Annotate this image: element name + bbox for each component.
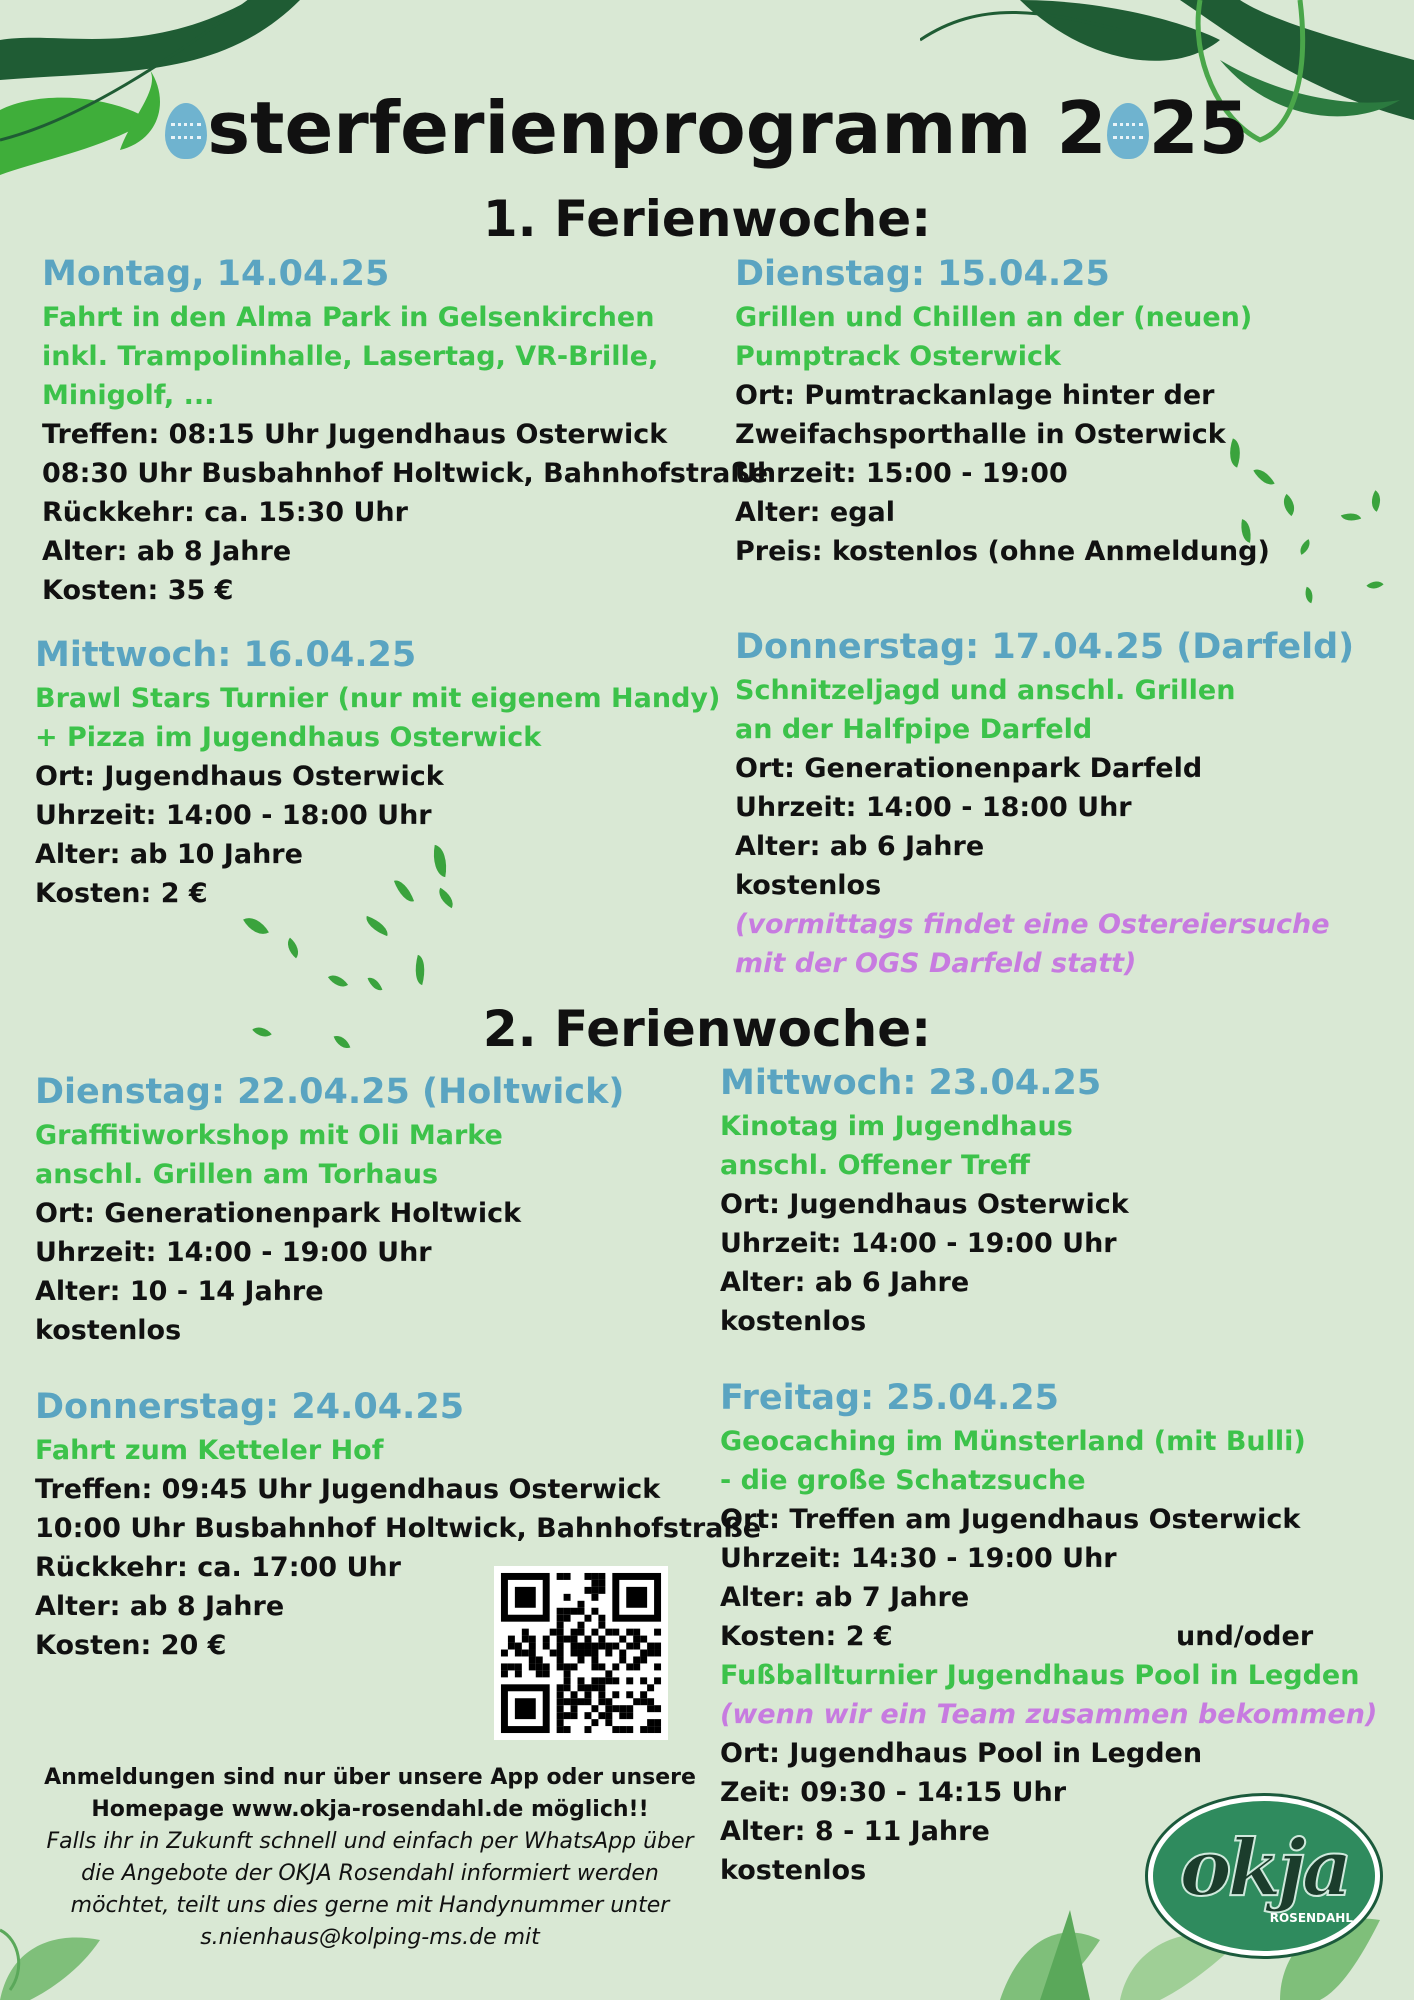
registration-line: Homepage www.okja-rosendahl.de möglich!! — [91, 1797, 649, 1822]
event-detail: Rückkehr: ca. 15:30 Uhr — [42, 497, 408, 528]
event-day: Mittwoch: 23.04.25 — [720, 1063, 1102, 1103]
event-activity: anschl. Offener Treff — [720, 1150, 1030, 1181]
event-detail: Ort: Pumtrackanlage hinter der — [735, 380, 1215, 411]
event-activity: Fahrt zum Ketteler Hof — [35, 1435, 384, 1466]
event-activity: Kinotag im Jugendhaus — [720, 1111, 1073, 1142]
event-activity: anschl. Grillen am Torhaus — [35, 1159, 439, 1190]
event-detail: 08:30 Uhr Busbahnhof Holtwick, Bahnhofstraße — [42, 458, 769, 489]
event-note: mit der OGS Darfeld statt) — [735, 948, 1137, 979]
event-day: Donnerstag: 24.04.25 — [35, 1387, 465, 1427]
event-detail: kostenlos — [35, 1315, 182, 1346]
easter-egg-icon — [1107, 103, 1149, 159]
qr-code-image — [494, 1566, 668, 1740]
event-activity: - die große Schatzsuche — [720, 1465, 1086, 1496]
event-detail: Uhrzeit: 15:00 - 19:00 — [735, 458, 1068, 489]
event-detail: Ort: Treffen am Jugendhaus Osterwick — [720, 1504, 1301, 1535]
event-detail: Uhrzeit: 14:00 - 18:00 Uhr — [735, 792, 1132, 823]
event-detail: Alter: ab 7 Jahre — [720, 1582, 970, 1613]
event-detail: Kosten: 35 € — [42, 575, 234, 606]
event-activity: Schnitzeljagd und anschl. Grillen — [735, 675, 1236, 706]
event-detail: Treffen: 08:15 Uhr Jugendhaus Osterwick — [42, 419, 668, 450]
and-or-label: und/oder — [1176, 1621, 1314, 1652]
event-detail: Ort: Jugendhaus Pool in Legden — [720, 1738, 1203, 1769]
event-detail: Alter: egal — [735, 497, 895, 528]
event-detail: Alter: ab 6 Jahre — [735, 831, 985, 862]
event-montag — [42, 254, 769, 610]
event-detail: Ort: Generationenpark Holtwick — [35, 1198, 522, 1229]
event-day: Mittwoch: 16.04.25 — [35, 635, 417, 675]
event-detail: Kosten: 20 € — [35, 1630, 227, 1661]
event-detail: kostenlos — [720, 1306, 867, 1337]
page-title: sterferienprogramm 2 25 — [0, 86, 1414, 170]
event-detail: Alter: ab 8 Jahre — [42, 536, 292, 567]
event-activity: + Pizza im Jugendhaus Osterwick — [35, 722, 542, 753]
event-detail: Alter: 10 - 14 Jahre — [35, 1276, 324, 1307]
event-detail: Alter: ab 6 Jahre — [720, 1267, 970, 1298]
logo-wordmark: okja — [1179, 1823, 1349, 1914]
registration-line: Anmeldungen sind nur über unsere App oder unsere — [44, 1765, 696, 1790]
event-activity: Graffitiworkshop mit Oli Marke — [35, 1120, 503, 1151]
event-donnerstag-17 — [735, 627, 1414, 983]
event-activity: an der Halfpipe Darfeld — [735, 714, 1093, 745]
event-activity: Geocaching im Münsterland (mit Bulli) — [720, 1426, 1306, 1457]
event-detail: Zeit: 09:30 - 14:15 Uhr — [720, 1777, 1067, 1808]
event-day: Dienstag: 22.04.25 (Holtwick) — [35, 1072, 625, 1112]
week-2-heading: 2. Ferienwoche: — [482, 1000, 932, 1058]
event-mittwoch-16 — [35, 635, 735, 913]
whatsapp-info-line: möchtet, teilt uns dies gerne mit Handynummer unter — [70, 1893, 670, 1918]
event-detail: 10:00 Uhr Busbahnhof Holtwick, Bahnhofstraße — [35, 1513, 762, 1544]
event-detail: Alter: ab 8 Jahre — [35, 1591, 285, 1622]
event-day: Montag, 14.04.25 — [42, 254, 390, 294]
event-detail: Treffen: 09:45 Uhr Jugendhaus Osterwick — [35, 1474, 661, 1505]
event-activity: Pumptrack Osterwick — [735, 341, 1061, 372]
event-day: Donnerstag: 17.04.25 (Darfeld) — [735, 627, 1355, 667]
easter-egg-icon — [165, 103, 207, 159]
event-activity-alternative: Fußballturnier Jugendhaus Pool in Legden — [720, 1660, 1360, 1691]
event-detail: Alter: ab 10 Jahre — [35, 839, 303, 870]
event-detail-with-option: Kosten: 2 € und/oder — [720, 1617, 1414, 1656]
event-dienstag-22 — [35, 1072, 735, 1350]
okja-logo — [1148, 1796, 1380, 1956]
event-detail: Ort: Jugendhaus Osterwick — [35, 761, 444, 792]
event-detail: Zweifachsporthalle in Osterwick — [735, 419, 1226, 450]
event-detail: Ort: Generationenpark Darfeld — [735, 753, 1203, 784]
event-detail: Uhrzeit: 14:00 - 19:00 Uhr — [720, 1228, 1117, 1259]
whatsapp-info-line: die Angebote der OKJA Rosendahl informiert werden — [81, 1861, 659, 1886]
week-1-heading: 1. Ferienwoche: — [482, 190, 932, 248]
event-detail: kostenlos — [735, 870, 882, 901]
event-activity: Fahrt in den Alma Park in Gelsenkirchen — [42, 302, 655, 333]
event-activity: inkl. Trampolinhalle, Lasertag, VR-Brille, — [42, 341, 659, 372]
event-detail: Alter: 8 - 11 Jahre — [720, 1816, 990, 1847]
event-dienstag-15 — [735, 254, 1414, 571]
event-detail: Uhrzeit: 14:30 - 19:00 Uhr — [720, 1543, 1117, 1574]
event-detail: Preis: kostenlos (ohne Anmeldung) — [735, 536, 1270, 567]
event-day: Freitag: 25.04.25 — [720, 1378, 1059, 1418]
event-activity: Brawl Stars Turnier (nur mit eigenem Handy) — [35, 683, 721, 714]
qr-code[interactable] — [494, 1566, 668, 1740]
event-detail: Ort: Jugendhaus Osterwick — [720, 1189, 1129, 1220]
whatsapp-info-line: Falls ihr in Zukunft schnell und einfach per WhatsApp über — [46, 1829, 694, 1854]
event-activity: Minigolf, ... — [42, 380, 215, 411]
event-note: (wenn wir ein Team zusammen bekommen) — [720, 1699, 1378, 1730]
logo-subtitle: ROSENDAHL — [1269, 1911, 1353, 1925]
event-detail: Uhrzeit: 14:00 - 19:00 Uhr — [35, 1237, 432, 1268]
event-day: Dienstag: 15.04.25 — [735, 254, 1110, 294]
whatsapp-info-line: s.nienhaus@kolping-ms.de mit — [200, 1925, 540, 1950]
event-detail: Uhrzeit: 14:00 - 18:00 Uhr — [35, 800, 432, 831]
event-detail: Rückkehr: ca. 17:00 Uhr — [35, 1552, 401, 1583]
registration-notice — [30, 1762, 710, 1954]
event-detail: Kosten: 2 € — [35, 878, 208, 909]
event-note: (vormittags findet eine Ostereiersuche — [735, 909, 1330, 940]
event-detail: kostenlos — [720, 1855, 867, 1886]
event-mittwoch-23 — [720, 1063, 1414, 1341]
event-activity: Grillen und Chillen an der (neuen) — [735, 302, 1253, 333]
